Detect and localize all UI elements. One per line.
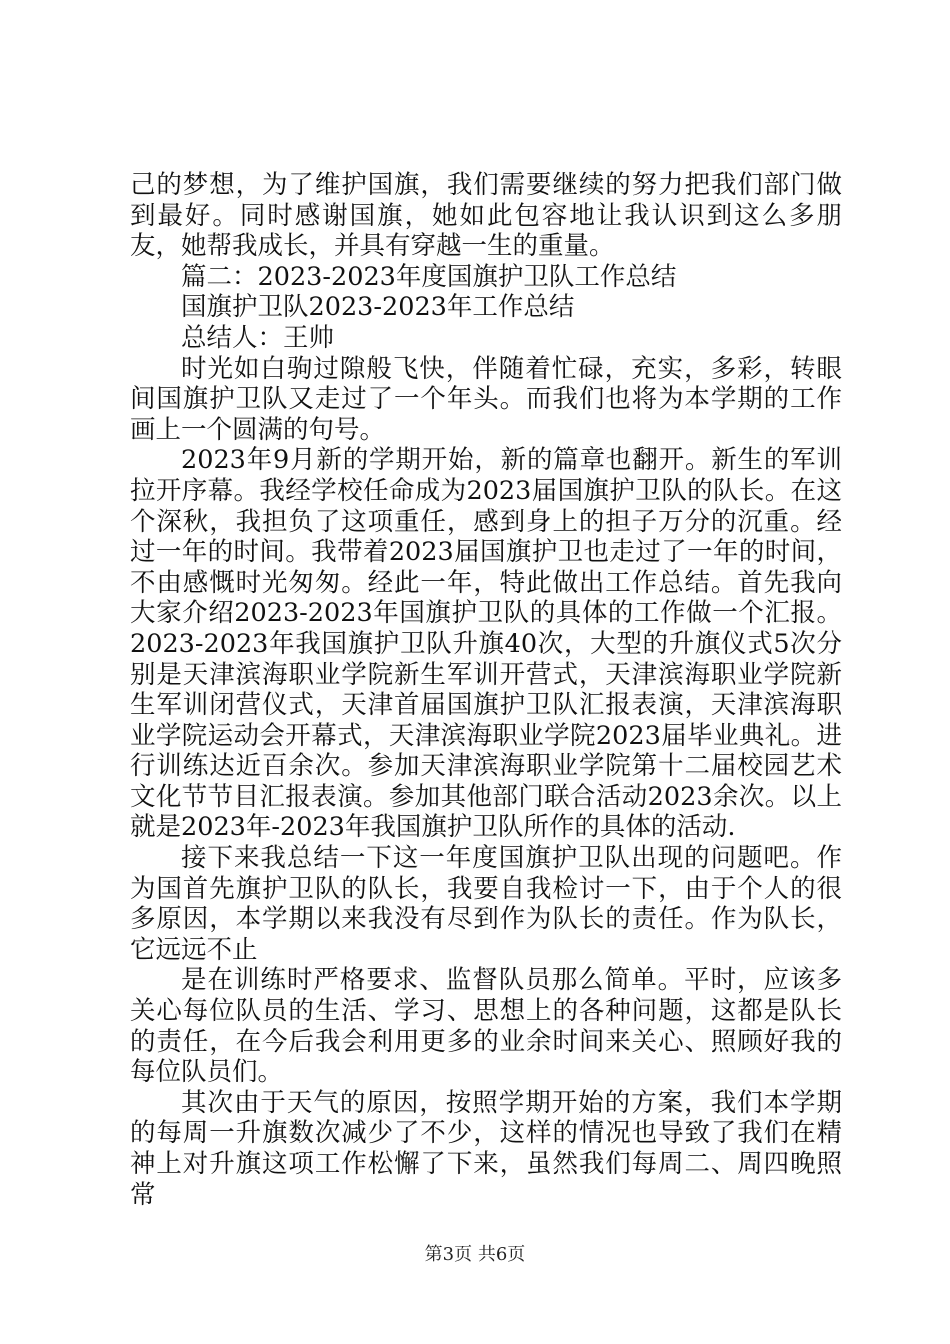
paragraph-problems: 接下来我总结一下这一年度国旗护卫队出现的问题吧。作为国首先旗护卫队的队长，我要自我检讨一下，由于个人的很多原因，本学期以来我没有尽到作为队长的责任。作为队长，它远远不止 (130, 843, 842, 965)
page-number: 第3页 共6页 (424, 1244, 526, 1265)
paragraph-weather: 其次由于天气的原因，按照学期开始的方案，我们本学期的每周一升旗数次减少了不少，这样的情况也导致了我们在精神上对升旗这项工作松懈了下来，虽然我们每周二、周四晚照常 (130, 1087, 842, 1210)
report-author: 总结人：王帅 (181, 322, 335, 353)
paragraph-1: 己的梦想，为了维护国旗，我们需要继续的努力把我们部门做到最好。同时感谢国旗，她如此包容地让我认识到这么多朋友，她帮我成长，并具有穿越一生的重量。 (130, 170, 842, 262)
paragraph-intro: 时光如白驹过隙般飞快，伴随着忙碌，充实，多彩，转眼间国旗护卫队又走过了一个年头。而我们也将为本学期的工作画上一个圆满的句号。 (130, 353, 842, 445)
report-title: 国旗护卫队2023-2023年工作总结 (181, 292, 575, 323)
document-body (130, 170, 842, 1210)
section-heading: 篇二：2023-2023年度国旗护卫队工作总结 (181, 261, 677, 292)
paragraph-responsibility: 是在训练时严格要求、监督队员那么简单。平时，应该多关心每位队员的生活、学习、思想上的各种问题，这都是队长的责任，在今后我会利用更多的业余时间来关心、照顾好我的每位队员们。 (130, 965, 842, 1088)
paragraph-activities: 2023年9月新的学期开始，新的篇章也翻开。新生的军训拉开序幕。我经学校任命成为2023届国旗护卫队的队长。在这个深秋，我担负了这项重任，感到身上的担子万分的沉重。经过一年的时间。我带着2023届国旗护卫也走过了一年的时间，不由感慨时光匆匆。经此一年，特此做出工作总结。首先我向大家介绍2023-2023年国旗护卫队的具体的工作做一个汇报。2023-2023年我国旗护卫队升旗40次，大型的升旗仪式5次分别是天津滨海职业学院新生军训开营式，天津滨海职业学院新生军训闭营仪式，天津首届国旗护卫队汇报表演，天津滨海职业学院运动会开幕式，天津滨海职业学院2023届毕业典礼。进行训练达近百余次。参加天津滨海职业学院第十二届校园艺术文化节节目汇报表演。参加其他部门联合活动2023余次。以上就是2023年-2023年我国旗护卫队所作的具体的活动. (130, 445, 842, 843)
